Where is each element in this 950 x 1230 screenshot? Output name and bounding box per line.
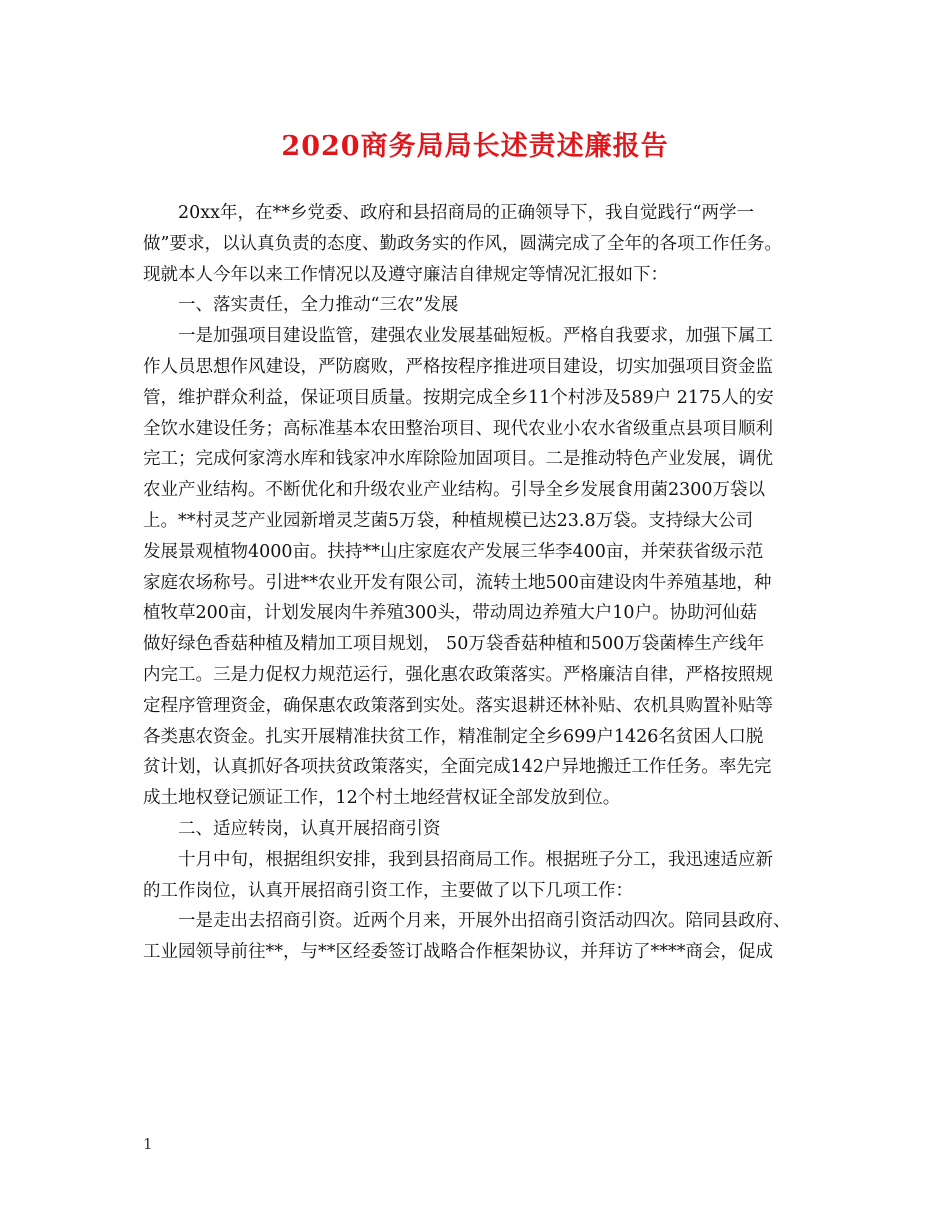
body-line: 管，维护群众利益，保证项目质量。按期完成全乡11个村涉及589户 2175人的安 [143, 387, 774, 408]
section-heading: 二、适应转岗，认真开展招商引资 [178, 818, 441, 839]
section-heading: 一、落实责任，全力推动“三农”发展 [178, 295, 459, 316]
body-line: 作人员思想作风建设，严防腐败，严格按程序推进项目建设，切实加强项目资金监 [143, 356, 773, 377]
body-line: 定程序管理资金，确保惠农政策落到实处。落实退耕还林补贴、农机具购置补贴等 [143, 695, 773, 716]
body-line: 十月中旬，根据组织安排，我到县招商局工作。根据班子分工，我迅速适应新 [178, 849, 773, 870]
body-line: 做好绿色香菇种植及精加工项目规划， 50万袋香菇种植和500万袋菌棒生产线年 [143, 634, 765, 655]
document-title: 2020商务局局长述责述廉报告 [281, 131, 669, 162]
body-line: 植牧草200亩，计划发展肉牛养殖300头，带动周边养殖大户10户。协助河仙菇 [143, 603, 758, 624]
body-line: 上。**村灵芝产业园新增灵芝菌5万袋，种植规模已达23.8万袋。支持绿大公司 [143, 510, 754, 531]
body-line: 现就本人今年以来工作情况以及遵守廉洁自律规定等情况汇报如下： [143, 264, 668, 285]
body-line: 贫计划，认真抓好各项扶贫政策落实，全面完成142户异地搬迁工作任务。率先完 [143, 757, 772, 778]
body-line: 内完工。三是力促权力规范运行，强化惠农政策落实。严格廉洁自律，严格按照规 [143, 664, 773, 685]
document-body [143, 198, 826, 968]
body-line: 工业园领导前往**，与**区经委签订战略合作框架协议，并拜访了****商会，促成 [143, 942, 773, 963]
body-line: 20xx年，在**乡党委、政府和县招商局的正确领导下，我自觉践行“两学一 [178, 203, 754, 223]
body-line: 的工作岗位，认真开展招商引资工作，主要做了以下几项工作： [143, 880, 633, 901]
body-line: 做”要求，以认真负责的态度、勤政务实的作风，圆满完成了全年的各项工作任务。 [143, 233, 782, 254]
body-line: 一是走出去招商引资。近两个月来，开展外出招商引资活动四次。陪同县政府、 [178, 911, 791, 932]
body-line: 家庭农场称号。引进**农业开发有限公司，流转土地500亩建设肉牛养殖基地，种 [143, 572, 772, 593]
body-line: 农业产业结构。不断优化和升级农业产业结构。引导全乡发展食用菌2300万袋以 [143, 480, 766, 501]
body-line: 一是加强项目建设监管，建强农业发展基础短板。严格自我要求，加强下属工 [178, 326, 773, 347]
body-line: 各类惠农资金。扎实开展精准扶贫工作，精准制定全乡699户1426名贫困人口脱 [143, 726, 764, 747]
body-line: 完工；完成何家湾水库和钱家冲水库除险加固项目。二是推动特色产业发展，调优 [143, 449, 773, 470]
body-line: 成土地权登记颁证工作，12个村土地经营权证全部发放到位。 [143, 788, 621, 809]
body-line: 全饮水建设任务；高标准基本农田整治项目、现代农业小农水省级重点县项目顺利 [143, 418, 773, 439]
page-number: 1 [143, 1135, 153, 1153]
body-line: 发展景观植物4000亩。扶持**山庄家庭农产发展三华李400亩，并荣获省级示范 [143, 541, 764, 562]
